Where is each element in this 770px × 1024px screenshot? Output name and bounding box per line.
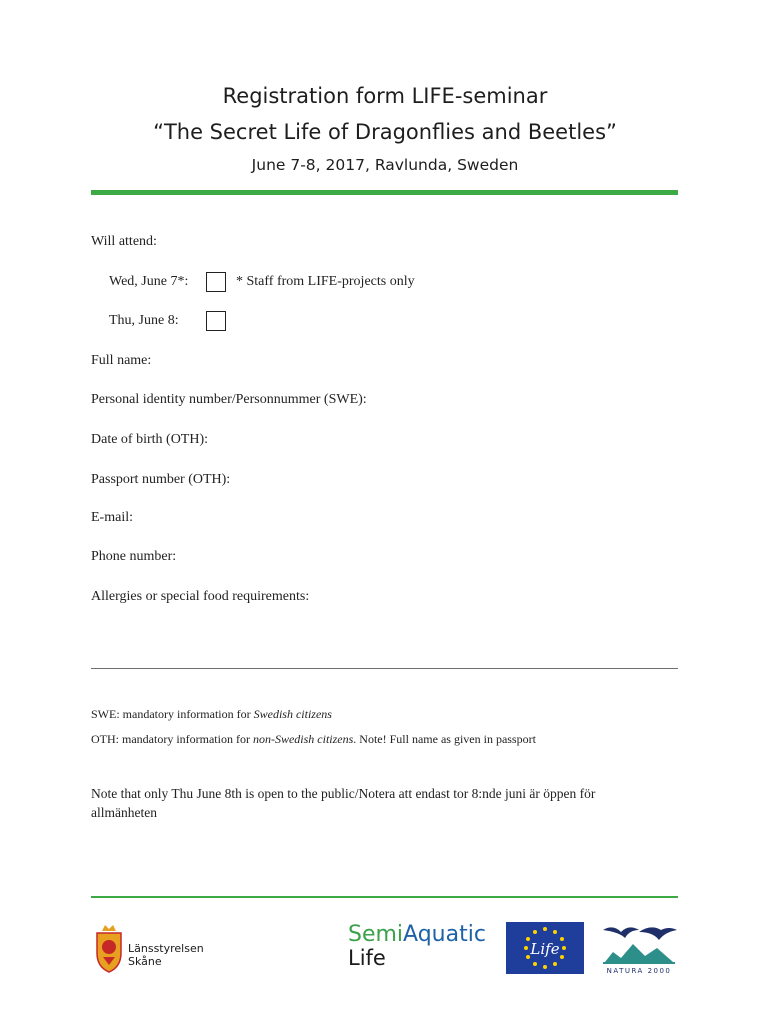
passport-label: Passport number (OTH): <box>91 472 231 487</box>
lansstyrelsen-crest-icon <box>93 923 125 973</box>
section-divider <box>91 668 678 669</box>
title: Registration form LIFE-seminar <box>222 84 548 108</box>
staff-note: * Staff from LIFE-projects only <box>236 274 415 289</box>
wed-checkbox[interactable] <box>206 272 226 292</box>
public-note-line1: Note that only Thu June 8th is open to the public/Notera att endast tor 8:nde juni är öppen för <box>91 786 596 801</box>
dob-label: Date of birth (OTH): <box>91 432 209 447</box>
semiaquatic-aquatic: Aquatic <box>403 922 486 947</box>
allergies-label: Allergies or special food requirements: <box>91 589 310 604</box>
oth-note-italic: non-Swedish citizens <box>252 732 354 746</box>
public-note-line2: allmänheten <box>91 805 157 820</box>
date-location: June 7-8, 2017, Ravlunda, Sweden <box>251 156 519 174</box>
bottom-green-rule <box>91 896 678 898</box>
natura-2000-icon <box>599 920 679 976</box>
lansstyrelsen-name-line1: Länsstyrelsen <box>128 942 204 955</box>
lansstyrelsen-name-line2: Skåne <box>128 955 162 968</box>
email-label: E-mail: <box>91 510 133 525</box>
natura-text: NATURA 2000 <box>606 967 672 975</box>
semiaquatic-semi: Semi <box>348 922 404 947</box>
wed-label: Wed, June 7*: <box>109 274 189 289</box>
oth-note-prefix: OTH: mandatory information for <box>91 732 253 746</box>
swe-note-italic: Swedish citizens <box>253 707 332 721</box>
top-green-rule <box>91 190 678 195</box>
thu-label: Thu, June 8: <box>109 313 179 328</box>
thu-checkbox[interactable] <box>206 311 226 331</box>
eu-life-flag-icon <box>506 922 584 974</box>
subtitle: “The Secret Life of Dragonflies and Beetles” <box>153 120 617 144</box>
oth-note <box>91 732 536 747</box>
personal-id-label: Personal identity number/Personnummer (SWE): <box>91 392 367 407</box>
swe-note-prefix: SWE: mandatory information for <box>91 707 254 721</box>
swe-note <box>91 707 332 722</box>
semiaquatic-life: Life <box>348 946 386 970</box>
will-attend-label: Will attend: <box>91 234 157 249</box>
semiaquatic-logo <box>348 924 486 969</box>
oth-note-suffix: . Note! Full name as given in passport <box>353 732 536 746</box>
eu-life-text: Life <box>530 940 560 958</box>
phone-label: Phone number: <box>91 549 177 564</box>
full-name-label: Full name: <box>91 353 152 368</box>
